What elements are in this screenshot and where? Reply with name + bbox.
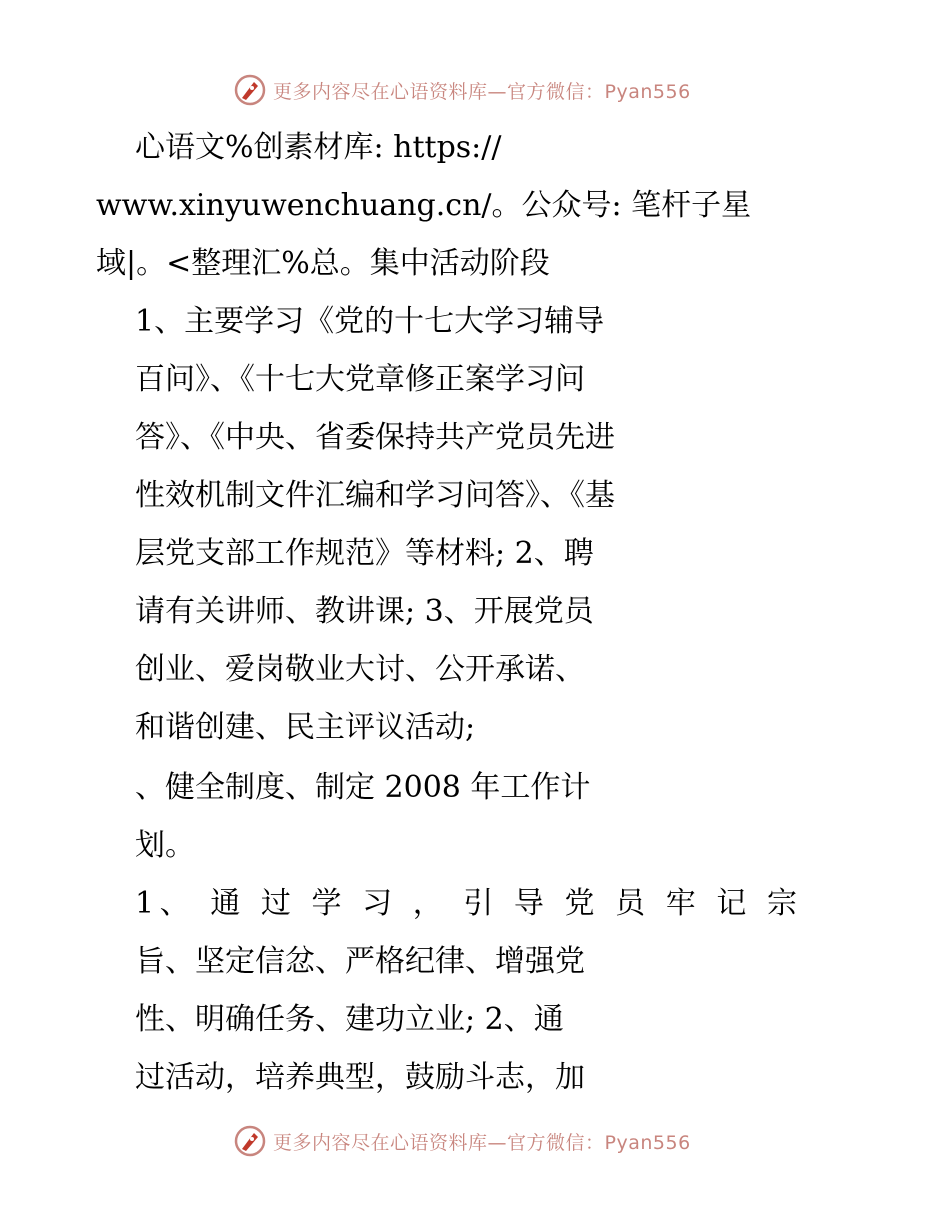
body-line: 旨、坚定信忿、严格纪律、增强党: [135, 944, 585, 979]
header-watermark-banner: [233, 72, 691, 108]
body-line: www.xinyuwenchuang.cn/。公众号: 笔杆子星: [96, 188, 752, 223]
body-line: 1、主要学习《党的十七大学习辅导: [135, 304, 605, 339]
body-line: 层党支部工作规范》等材料; 2、聘: [135, 536, 594, 571]
body-line: 域|。<整理汇%总。集中活动阶段: [96, 246, 550, 281]
body-line: 、健全制度、制定 2008 年工作计: [135, 770, 591, 805]
body-line: 请有关讲师、教讲课; 3、开展党员: [135, 594, 594, 629]
body-line: 答》、《中央、省委保持共产党员先进: [135, 420, 615, 455]
footer-watermark-banner: [233, 1123, 691, 1159]
header-watermark-text: 更多内容尽在心语资料库—官方微信：Pyan556: [273, 80, 691, 103]
body-line: 心语文%创素材库: https://: [135, 130, 502, 165]
body-line: 创业、爱岗敬业大讨、公开承诺、: [135, 652, 585, 687]
pen-nib-logo-icon: [233, 73, 267, 107]
body-line: 性、明确任务、建功立业; 2、通: [135, 1002, 564, 1037]
body-line: 和谐创建、民主评议活动;: [135, 710, 476, 745]
body-line: 百问》、《十七大党章修正案学习问: [135, 362, 585, 397]
body-line: 过活动，培养典型，鼓励斗志，加: [135, 1060, 585, 1095]
footer-watermark-text: 更多内容尽在心语资料库—官方微信：Pyan556: [273, 1131, 691, 1154]
body-line: 1、 通 过 学 习 ， 引 导 党 员 牢 记 宗: [135, 886, 797, 921]
body-line: 划。: [135, 828, 195, 863]
pen-nib-logo-icon: [233, 1124, 267, 1158]
body-line: 性效机制文件汇编和学习问答》、《基: [135, 478, 615, 513]
